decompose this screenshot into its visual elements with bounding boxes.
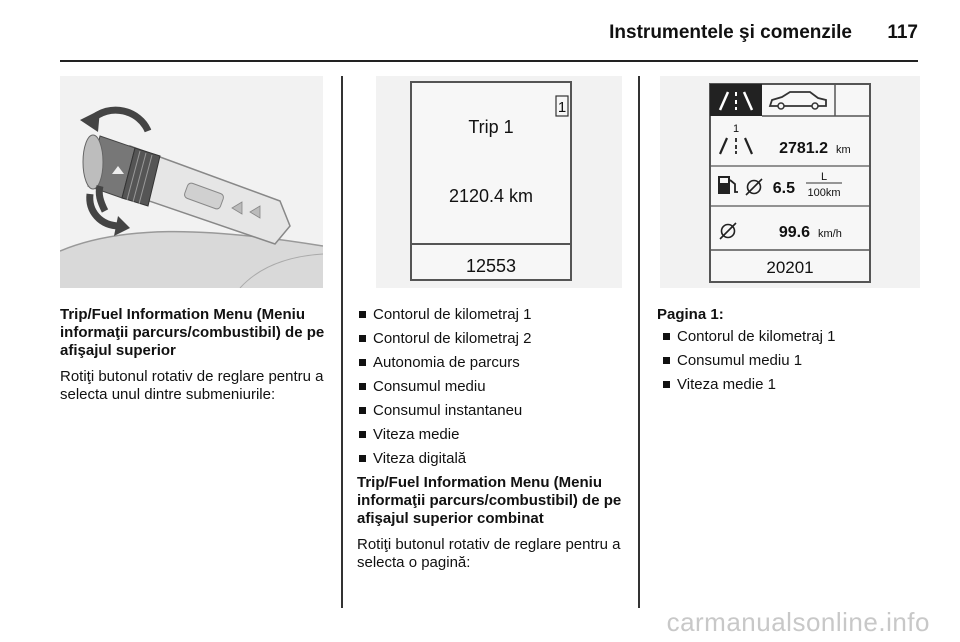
menu-instructions: Rotiţi butonul rotativ de reglare pentru a selecta unul dintre submeniurile:	[60, 368, 324, 403]
stalk-control-figure	[60, 76, 323, 288]
odometer-value: 12553	[465, 256, 517, 276]
menu-heading: Trip/Fuel Information Menu (Meniu informaţii parcurs/combustibil) de pe afişajul superior	[60, 306, 325, 359]
column-divider	[638, 76, 640, 608]
trip-display	[376, 76, 622, 288]
list-item: Consumul instantaneu	[357, 402, 627, 420]
trip-index: 1	[732, 123, 740, 135]
combined-display-figure	[660, 76, 920, 288]
trip-distance-unit: km	[836, 144, 851, 156]
trip-title: Trip 1	[468, 117, 514, 137]
combined-menu-instructions: Rotiţi butonul rotativ de reglare pentru a selecta o pagină:	[357, 536, 621, 571]
section-title: Instrumentele şi comenzile	[609, 22, 852, 43]
page-number: 117	[887, 22, 918, 43]
trip-value: 2120.4 km	[448, 186, 534, 206]
column-divider	[341, 76, 343, 608]
watermark: carmanualsonline.info	[666, 607, 930, 637]
list-item: Contorul de kilometraj 1	[357, 306, 627, 324]
combined-display	[660, 76, 920, 288]
stalk-control-illustration	[60, 76, 323, 288]
page-1-heading: Pagina 1:	[657, 306, 724, 323]
trip-distance-value: 2781.2	[779, 140, 828, 157]
column-3-text	[657, 306, 920, 400]
trip-index: 1	[557, 99, 567, 116]
fuel-unit-numerator: L	[820, 171, 828, 183]
header-rule	[60, 60, 918, 62]
list-item: Viteza medie	[357, 426, 627, 444]
column-2-text	[357, 306, 627, 580]
page-header	[0, 0, 960, 62]
trip-display-frame	[411, 82, 571, 280]
fuel-unit-denominator: 100km	[807, 187, 841, 199]
list-item: Consumul mediu 1	[661, 352, 920, 370]
combined-menu-heading: Trip/Fuel Information Menu (Meniu informaţii parcurs/combustibil) de pe afişajul superior combinat	[357, 474, 622, 527]
fuel-consumption-value: 6.5	[772, 180, 795, 197]
list-item: Autonomia de parcurs	[357, 354, 627, 372]
list-item: Viteza medie 1	[661, 376, 920, 394]
list-item: Contorul de kilometraj 1	[661, 328, 920, 346]
list-item: Consumul mediu	[357, 378, 627, 396]
page-1-list	[661, 328, 920, 394]
submenu-list	[357, 306, 627, 468]
average-speed-value: 99.6	[778, 224, 810, 241]
column-1-text	[60, 306, 328, 412]
odometer-value: 20201	[766, 258, 814, 277]
list-item: Contorul de kilometraj 2	[357, 330, 627, 348]
list-item: Viteza digitală	[357, 450, 627, 468]
trip-display-figure	[376, 76, 622, 288]
average-speed-unit: km/h	[818, 228, 842, 240]
